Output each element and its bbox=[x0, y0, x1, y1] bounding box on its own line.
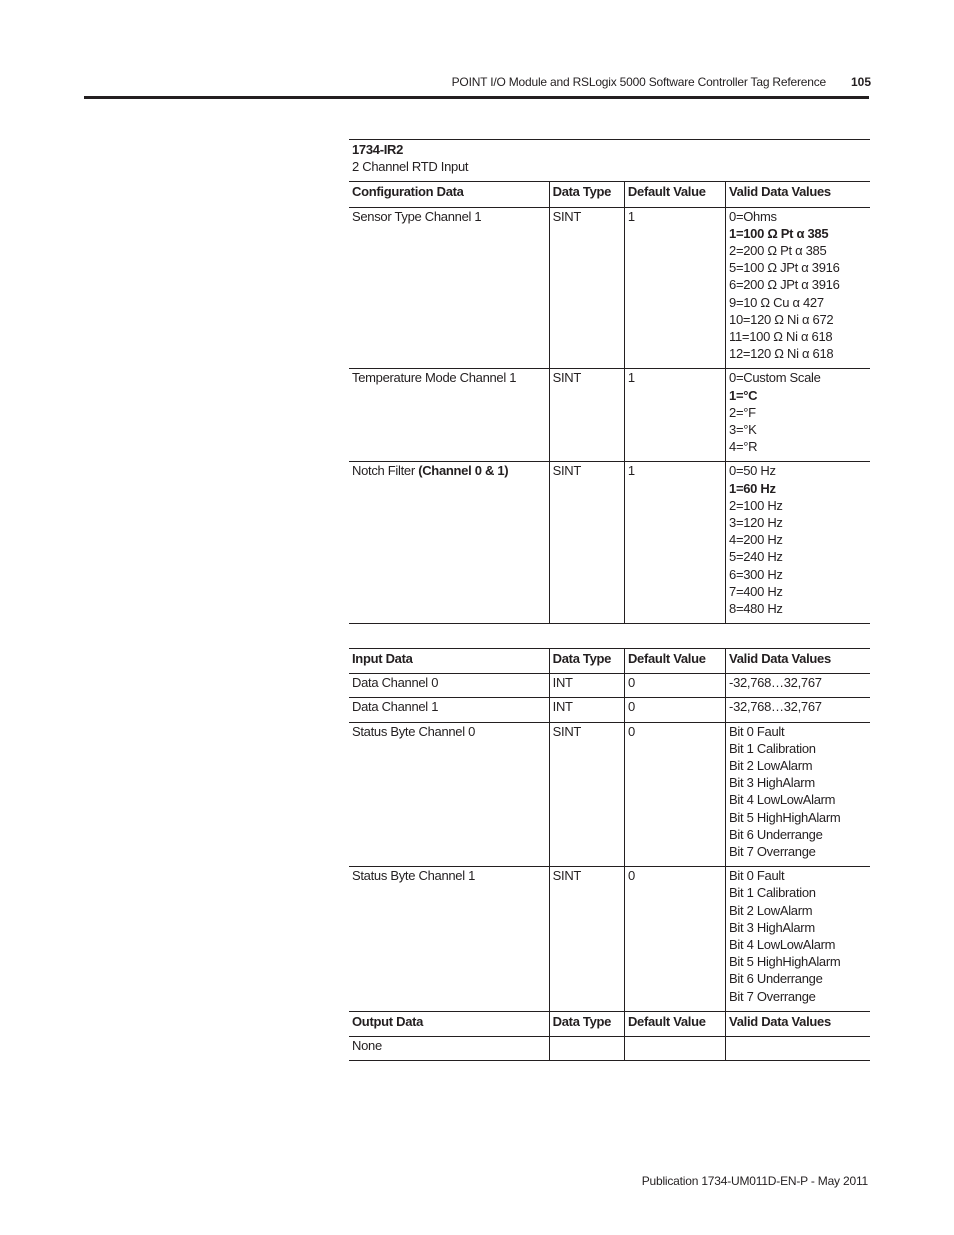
output-header-row bbox=[349, 1011, 870, 1036]
cell-valid-values bbox=[726, 462, 870, 624]
row-name: Status Byte Channel 0 bbox=[352, 723, 476, 739]
cell-default-value: 1 bbox=[624, 369, 725, 462]
header-output-data: Output Data bbox=[349, 1011, 549, 1036]
valid-value: Bit 7 Overrange bbox=[729, 844, 816, 860]
valid-value: 0=Ohms bbox=[729, 208, 777, 224]
cell-name bbox=[349, 674, 549, 698]
valid-value: Bit 0 Fault bbox=[729, 868, 785, 884]
valid-value: 2=200 Ω Pt α 385 bbox=[729, 243, 827, 259]
config-table bbox=[349, 139, 870, 624]
row-name: Status Byte Channel 1 bbox=[352, 868, 476, 884]
valid-value: 5=240 Hz bbox=[729, 549, 783, 565]
cell-name bbox=[349, 722, 549, 867]
valid-value: Bit 1 Calibration bbox=[729, 885, 816, 901]
valid-value: -32,768…32,767 bbox=[729, 675, 822, 691]
valid-value: Bit 1 Calibration bbox=[729, 740, 816, 756]
header-configuration-data: Configuration Data bbox=[349, 182, 549, 207]
valid-value: Bit 2 LowAlarm bbox=[729, 758, 813, 774]
cell-data-type: SINT bbox=[549, 369, 624, 462]
cell-data-type: INT bbox=[549, 698, 624, 722]
cell-name bbox=[349, 698, 549, 722]
valid-value: Bit 5 HighHighAlarm bbox=[729, 954, 841, 970]
cell-valid-values bbox=[726, 722, 870, 867]
valid-value: Bit 2 LowAlarm bbox=[729, 902, 813, 918]
valid-value: 12=120 Ω Ni α 618 bbox=[729, 346, 834, 362]
row-name: Data Channel 0 bbox=[352, 675, 439, 691]
header-valid-data-values: Valid Data Values bbox=[726, 1011, 870, 1036]
header-valid-data-values: Valid Data Values bbox=[726, 649, 870, 674]
row-name: Sensor Type Channel 1 bbox=[352, 208, 482, 224]
cell-valid-values bbox=[726, 207, 870, 369]
header-valid-data-values: Valid Data Values bbox=[726, 182, 870, 207]
valid-value: -32,768…32,767 bbox=[729, 699, 822, 715]
valid-value: Bit 5 HighHighAlarm bbox=[729, 809, 841, 825]
cell-valid-values bbox=[726, 698, 870, 722]
header-data-type: Data Type bbox=[549, 182, 624, 207]
running-header-title: POINT I/O Module and RSLogix 5000 Software Controller Tag Reference bbox=[451, 75, 826, 89]
cell-data-type: SINT bbox=[549, 722, 624, 867]
valid-value: Bit 6 Underrange bbox=[729, 826, 823, 842]
valid-value: 5=100 Ω JPt α 3916 bbox=[729, 260, 840, 276]
valid-value: Bit 3 HighAlarm bbox=[729, 775, 815, 791]
cell-default-value: 0 bbox=[624, 722, 725, 867]
valid-value: Bit 6 Underrange bbox=[729, 971, 823, 987]
row-name: Data Channel 1 bbox=[352, 699, 439, 715]
publication-footer: Publication 1734-UM011D-EN-P - May 2011 bbox=[641, 1174, 868, 1188]
valid-value: 3=°K bbox=[729, 422, 757, 438]
cell-default-value: 1 bbox=[624, 207, 725, 369]
input-row bbox=[349, 698, 870, 722]
valid-value: 0=50 Hz bbox=[729, 463, 776, 479]
cell-data-type bbox=[549, 1037, 624, 1061]
cell-default-value: 0 bbox=[624, 674, 725, 698]
header-rule bbox=[84, 96, 869, 99]
valid-value: 4=200 Hz bbox=[729, 532, 783, 548]
config-row bbox=[349, 462, 870, 624]
valid-value: 4=°R bbox=[729, 439, 758, 455]
header-data-type: Data Type bbox=[549, 649, 624, 674]
cell-valid-values bbox=[726, 369, 870, 462]
cell-data-type: INT bbox=[549, 674, 624, 698]
config-table-wrap bbox=[349, 139, 870, 624]
header-input-data: Input Data bbox=[349, 649, 549, 674]
page-number: 105 bbox=[851, 75, 872, 89]
cell-name bbox=[349, 1037, 549, 1061]
row-name: None bbox=[352, 1038, 382, 1054]
input-header-row bbox=[349, 649, 870, 674]
output-row bbox=[349, 1037, 870, 1061]
cell-default-value: 1 bbox=[624, 462, 725, 624]
config-row bbox=[349, 369, 870, 462]
header-data-type: Data Type bbox=[549, 1011, 624, 1036]
valid-value: Bit 3 HighAlarm bbox=[729, 919, 815, 935]
valid-value: Bit 4 LowLowAlarm bbox=[729, 792, 836, 808]
header-default-value: Default Value bbox=[624, 182, 725, 207]
header-default-value: Default Value bbox=[624, 1011, 725, 1036]
cell-name bbox=[349, 867, 549, 1012]
valid-value: 2=°F bbox=[729, 404, 756, 420]
valid-value: 11=100 Ω Ni α 618 bbox=[729, 329, 833, 345]
cell-name bbox=[349, 207, 549, 369]
valid-value: Bit 4 LowLowAlarm bbox=[729, 937, 836, 953]
input-row bbox=[349, 674, 870, 698]
valid-value: 1=°C bbox=[729, 387, 758, 403]
module-description: 2 Channel RTD Input bbox=[352, 159, 469, 175]
cell-data-type: SINT bbox=[549, 462, 624, 624]
module-title-cell bbox=[349, 140, 870, 182]
row-name-qualifier: (Channel 0 & 1) bbox=[418, 463, 509, 479]
cell-data-type: SINT bbox=[549, 207, 624, 369]
row-name: Temperature Mode Channel 1 bbox=[352, 370, 517, 386]
valid-value: 2=100 Hz bbox=[729, 497, 783, 513]
cell-valid-values bbox=[726, 674, 870, 698]
valid-value: 6=200 Ω JPt α 3916 bbox=[729, 277, 840, 293]
cell-valid-values bbox=[726, 1037, 870, 1061]
config-header-row bbox=[349, 182, 870, 207]
cell-valid-values bbox=[726, 867, 870, 1012]
cell-default-value: 0 bbox=[624, 698, 725, 722]
row-name: Notch Filter bbox=[352, 463, 415, 479]
valid-value: 0=Custom Scale bbox=[729, 370, 821, 386]
valid-value: 1=60 Hz bbox=[729, 480, 776, 496]
input-row bbox=[349, 722, 870, 867]
header-default-value: Default Value bbox=[624, 649, 725, 674]
cell-default-value: 0 bbox=[624, 867, 725, 1012]
valid-value: 6=300 Hz bbox=[729, 566, 783, 582]
valid-value: 9=10 Ω Cu α 427 bbox=[729, 294, 824, 310]
valid-value: Bit 7 Overrange bbox=[729, 988, 816, 1004]
valid-value: 1=100 Ω Pt α 385 bbox=[729, 225, 829, 241]
valid-value: Bit 0 Fault bbox=[729, 723, 785, 739]
cell-name bbox=[349, 462, 549, 624]
valid-value: 3=120 Hz bbox=[729, 515, 783, 531]
cell-default-value bbox=[624, 1037, 725, 1061]
config-row bbox=[349, 207, 870, 369]
module-title-row bbox=[349, 140, 870, 182]
valid-value: 7=400 Hz bbox=[729, 583, 783, 599]
cell-name bbox=[349, 369, 549, 462]
valid-value: 10=120 Ω Ni α 672 bbox=[729, 311, 834, 327]
module-name: 1734-IR2 bbox=[352, 142, 404, 157]
valid-value: 8=480 Hz bbox=[729, 601, 783, 617]
input-table-wrap bbox=[349, 648, 870, 1061]
input-table bbox=[349, 648, 870, 1061]
input-row bbox=[349, 867, 870, 1012]
cell-data-type: SINT bbox=[549, 867, 624, 1012]
